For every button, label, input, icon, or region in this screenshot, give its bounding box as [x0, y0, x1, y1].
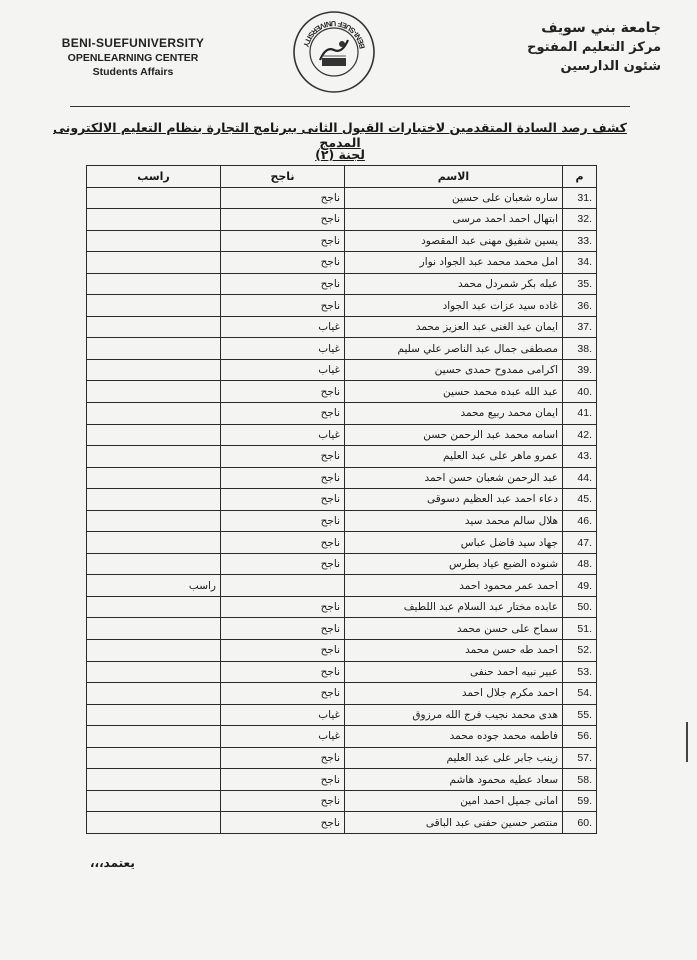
- row-name: سعاد عطيه محمود هاشم: [345, 769, 563, 791]
- row-number: 41.: [563, 403, 597, 425]
- row-pass-status: ناجح: [221, 467, 345, 489]
- table-row: [87, 273, 597, 295]
- row-fail-status: [87, 467, 221, 489]
- row-name: عابده مختار عبد السلام عبد اللطيف: [345, 596, 563, 618]
- row-pass-status: ناجح: [221, 230, 345, 252]
- row-fail-status: [87, 553, 221, 575]
- row-fail-status: راسب: [87, 575, 221, 597]
- document-title: كشف رصد السادة المتقدمين لاختبارات القبول الثانى ببرنامج التجارة بنظام التعليم الالكترونى المدمج: [53, 120, 627, 150]
- row-name: زينب جابر على عبد العليم: [345, 747, 563, 769]
- margin-mark: [686, 722, 688, 762]
- header-fail: راسب: [87, 166, 221, 188]
- row-fail-status: [87, 403, 221, 425]
- row-fail-status: [87, 446, 221, 468]
- table-row: [87, 747, 597, 769]
- row-name: شنوده الضبع عياد بطرس: [345, 553, 563, 575]
- row-pass-status: ناجح: [221, 769, 345, 791]
- row-fail-status: [87, 704, 221, 726]
- row-fail-status: [87, 424, 221, 446]
- header-pass: ناجح: [221, 166, 345, 188]
- row-number: 31.: [563, 187, 597, 209]
- row-number: 47.: [563, 532, 597, 554]
- table-row: [87, 338, 597, 360]
- row-pass-status: غياب: [221, 316, 345, 338]
- row-number: 48.: [563, 553, 597, 575]
- row-number: 55.: [563, 704, 597, 726]
- row-fail-status: [87, 209, 221, 231]
- table-row: [87, 510, 597, 532]
- row-pass-status: [221, 575, 345, 597]
- row-name: ايمان عبد الغنى عبد العزيز محمد: [345, 316, 563, 338]
- row-pass-status: غياب: [221, 359, 345, 381]
- table-row: [87, 187, 597, 209]
- row-pass-status: ناجح: [221, 553, 345, 575]
- row-pass-status: ناجح: [221, 381, 345, 403]
- row-name: هدى محمد نجيب فرج الله مرزوق: [345, 704, 563, 726]
- row-fail-status: [87, 381, 221, 403]
- row-fail-status: [87, 790, 221, 812]
- row-fail-status: [87, 489, 221, 511]
- row-fail-status: [87, 532, 221, 554]
- row-number: 33.: [563, 230, 597, 252]
- table-row: [87, 359, 597, 381]
- row-pass-status: ناجح: [221, 489, 345, 511]
- row-fail-status: [87, 726, 221, 748]
- row-fail-status: [87, 295, 221, 317]
- row-pass-status: ناجح: [221, 273, 345, 295]
- row-name: عبله بكر شمردل محمد: [345, 273, 563, 295]
- row-pass-status: ناجح: [221, 683, 345, 705]
- row-pass-status: غياب: [221, 424, 345, 446]
- row-number: 38.: [563, 338, 597, 360]
- row-fail-status: [87, 812, 221, 834]
- row-name: عبد الله عبده محمد حسين: [345, 381, 563, 403]
- row-pass-status: ناجح: [221, 661, 345, 683]
- row-name: ساره شعبان على حسين: [345, 187, 563, 209]
- row-name: احمد طه حسن محمد: [345, 640, 563, 662]
- table-row: [87, 683, 597, 705]
- row-fail-status: [87, 769, 221, 791]
- row-pass-status: غياب: [221, 726, 345, 748]
- row-name: ايمان محمد ربيع محمد: [345, 403, 563, 425]
- row-number: 56.: [563, 726, 597, 748]
- row-name: امل محمد محمد عبد الجواد نوار: [345, 252, 563, 274]
- row-number: 35.: [563, 273, 597, 295]
- row-fail-status: [87, 252, 221, 274]
- row-pass-status: ناجح: [221, 510, 345, 532]
- row-name: دعاء احمد عبد العظيم دسوقى: [345, 489, 563, 511]
- table-row: [87, 769, 597, 791]
- row-number: 59.: [563, 790, 597, 812]
- row-number: 50.: [563, 596, 597, 618]
- arabic-header-department: شئون الدارسين: [560, 59, 661, 74]
- english-header: [28, 36, 238, 78]
- english-header-department: Students Affairs: [92, 66, 174, 78]
- row-pass-status: غياب: [221, 338, 345, 360]
- row-fail-status: [87, 187, 221, 209]
- table-row: [87, 532, 597, 554]
- table-row: [87, 596, 597, 618]
- row-number: 37.: [563, 316, 597, 338]
- table-row: [87, 252, 597, 274]
- row-number: 53.: [563, 661, 597, 683]
- arabic-header-center: مركز التعليم المفتوح: [527, 40, 661, 55]
- row-fail-status: [87, 359, 221, 381]
- row-name: فاطمه محمد جوده محمد: [345, 726, 563, 748]
- row-fail-status: [87, 316, 221, 338]
- arabic-header-university: جامعة بني سويف: [541, 20, 661, 36]
- table-row: [87, 640, 597, 662]
- row-name: مصطفى جمال عبد الناصر علي سليم: [345, 338, 563, 360]
- row-number: 46.: [563, 510, 597, 532]
- row-pass-status: ناجح: [221, 747, 345, 769]
- table-row: [87, 467, 597, 489]
- row-pass-status: ناجح: [221, 209, 345, 231]
- row-fail-status: [87, 510, 221, 532]
- results-table: [86, 165, 597, 834]
- row-number: 39.: [563, 359, 597, 381]
- row-name: منتصر حسين حفنى عبد الباقى: [345, 812, 563, 834]
- table-row: [87, 618, 597, 640]
- row-name: اكرامى ممدوح حمدى حسين: [345, 359, 563, 381]
- row-name: اسامه محمد عبد الرحمن حسن: [345, 424, 563, 446]
- row-number: 54.: [563, 683, 597, 705]
- table-row: [87, 489, 597, 511]
- row-number: 40.: [563, 381, 597, 403]
- row-fail-status: [87, 618, 221, 640]
- row-pass-status: ناجح: [221, 618, 345, 640]
- row-number: 36.: [563, 295, 597, 317]
- table-header-row: [87, 166, 597, 188]
- row-pass-status: ناجح: [221, 596, 345, 618]
- english-header-center: OPENLEARNING CENTER: [67, 52, 199, 64]
- committee-label: لجنة (٢): [315, 147, 365, 162]
- row-name: هلال سالم محمد سيد: [345, 510, 563, 532]
- row-pass-status: غياب: [221, 704, 345, 726]
- row-number: 44.: [563, 467, 597, 489]
- row-name: احمد عمر محمود احمد: [345, 575, 563, 597]
- row-name: جهاد سيد فاضل عباس: [345, 532, 563, 554]
- table-row: [87, 230, 597, 252]
- table-row: [87, 661, 597, 683]
- row-fail-status: [87, 596, 221, 618]
- table-row: [87, 553, 597, 575]
- row-fail-status: [87, 747, 221, 769]
- header-name: الاسم: [345, 166, 563, 188]
- row-number: 58.: [563, 769, 597, 791]
- row-name: امانى جميل احمد امين: [345, 790, 563, 812]
- row-name: عبد الرحمن شعبان حسن احمد: [345, 467, 563, 489]
- row-number: 49.: [563, 575, 597, 597]
- table-row: [87, 704, 597, 726]
- row-fail-status: [87, 338, 221, 360]
- english-header-university: BENI-SUEFUNIVERSITY: [61, 36, 205, 50]
- row-fail-status: [87, 273, 221, 295]
- university-logo: [292, 10, 376, 94]
- row-fail-status: [87, 683, 221, 705]
- row-number: 51.: [563, 618, 597, 640]
- row-number: 60.: [563, 812, 597, 834]
- row-number: 45.: [563, 489, 597, 511]
- row-number: 32.: [563, 209, 597, 231]
- row-number: 42.: [563, 424, 597, 446]
- row-pass-status: ناجح: [221, 187, 345, 209]
- row-fail-status: [87, 640, 221, 662]
- header-number: م: [563, 166, 597, 188]
- table-row: [87, 790, 597, 812]
- row-number: 34.: [563, 252, 597, 274]
- row-fail-status: [87, 661, 221, 683]
- table-row: [87, 446, 597, 468]
- table-row: [87, 381, 597, 403]
- row-name: غاده سيد عزات عبد الجواد: [345, 295, 563, 317]
- row-pass-status: ناجح: [221, 640, 345, 662]
- row-name: سماح على حسن محمد: [345, 618, 563, 640]
- table-row: [87, 424, 597, 446]
- row-pass-status: ناجح: [221, 403, 345, 425]
- row-name: عمرو ماهر على عبد العليم: [345, 446, 563, 468]
- table-row: [87, 575, 597, 597]
- row-number: 43.: [563, 446, 597, 468]
- row-pass-status: ناجح: [221, 812, 345, 834]
- table-row: [87, 812, 597, 834]
- row-pass-status: ناجح: [221, 790, 345, 812]
- table-row: [87, 209, 597, 231]
- row-name: احمد مكرم جلال احمد: [345, 683, 563, 705]
- row-name: عبير نبيه احمد حنفى: [345, 661, 563, 683]
- row-pass-status: ناجح: [221, 532, 345, 554]
- table-row: [87, 316, 597, 338]
- row-pass-status: ناجح: [221, 446, 345, 468]
- table-row: [87, 726, 597, 748]
- row-fail-status: [87, 230, 221, 252]
- header-divider: [70, 106, 630, 107]
- approval-note: يعتمد،،،: [90, 856, 135, 870]
- row-name: يسين شفيق مهنى عبد المقصود: [345, 230, 563, 252]
- row-pass-status: ناجح: [221, 295, 345, 317]
- row-pass-status: ناجح: [221, 252, 345, 274]
- row-number: 52.: [563, 640, 597, 662]
- table-row: [87, 403, 597, 425]
- logo-ring-text: BENI-SUEF UNIVERSITY: [301, 18, 367, 50]
- row-number: 57.: [563, 747, 597, 769]
- table-row: [87, 295, 597, 317]
- arabic-header: [461, 20, 661, 74]
- row-name: ابتهال احمد احمد مرسى: [345, 209, 563, 231]
- table-body: [87, 187, 597, 833]
